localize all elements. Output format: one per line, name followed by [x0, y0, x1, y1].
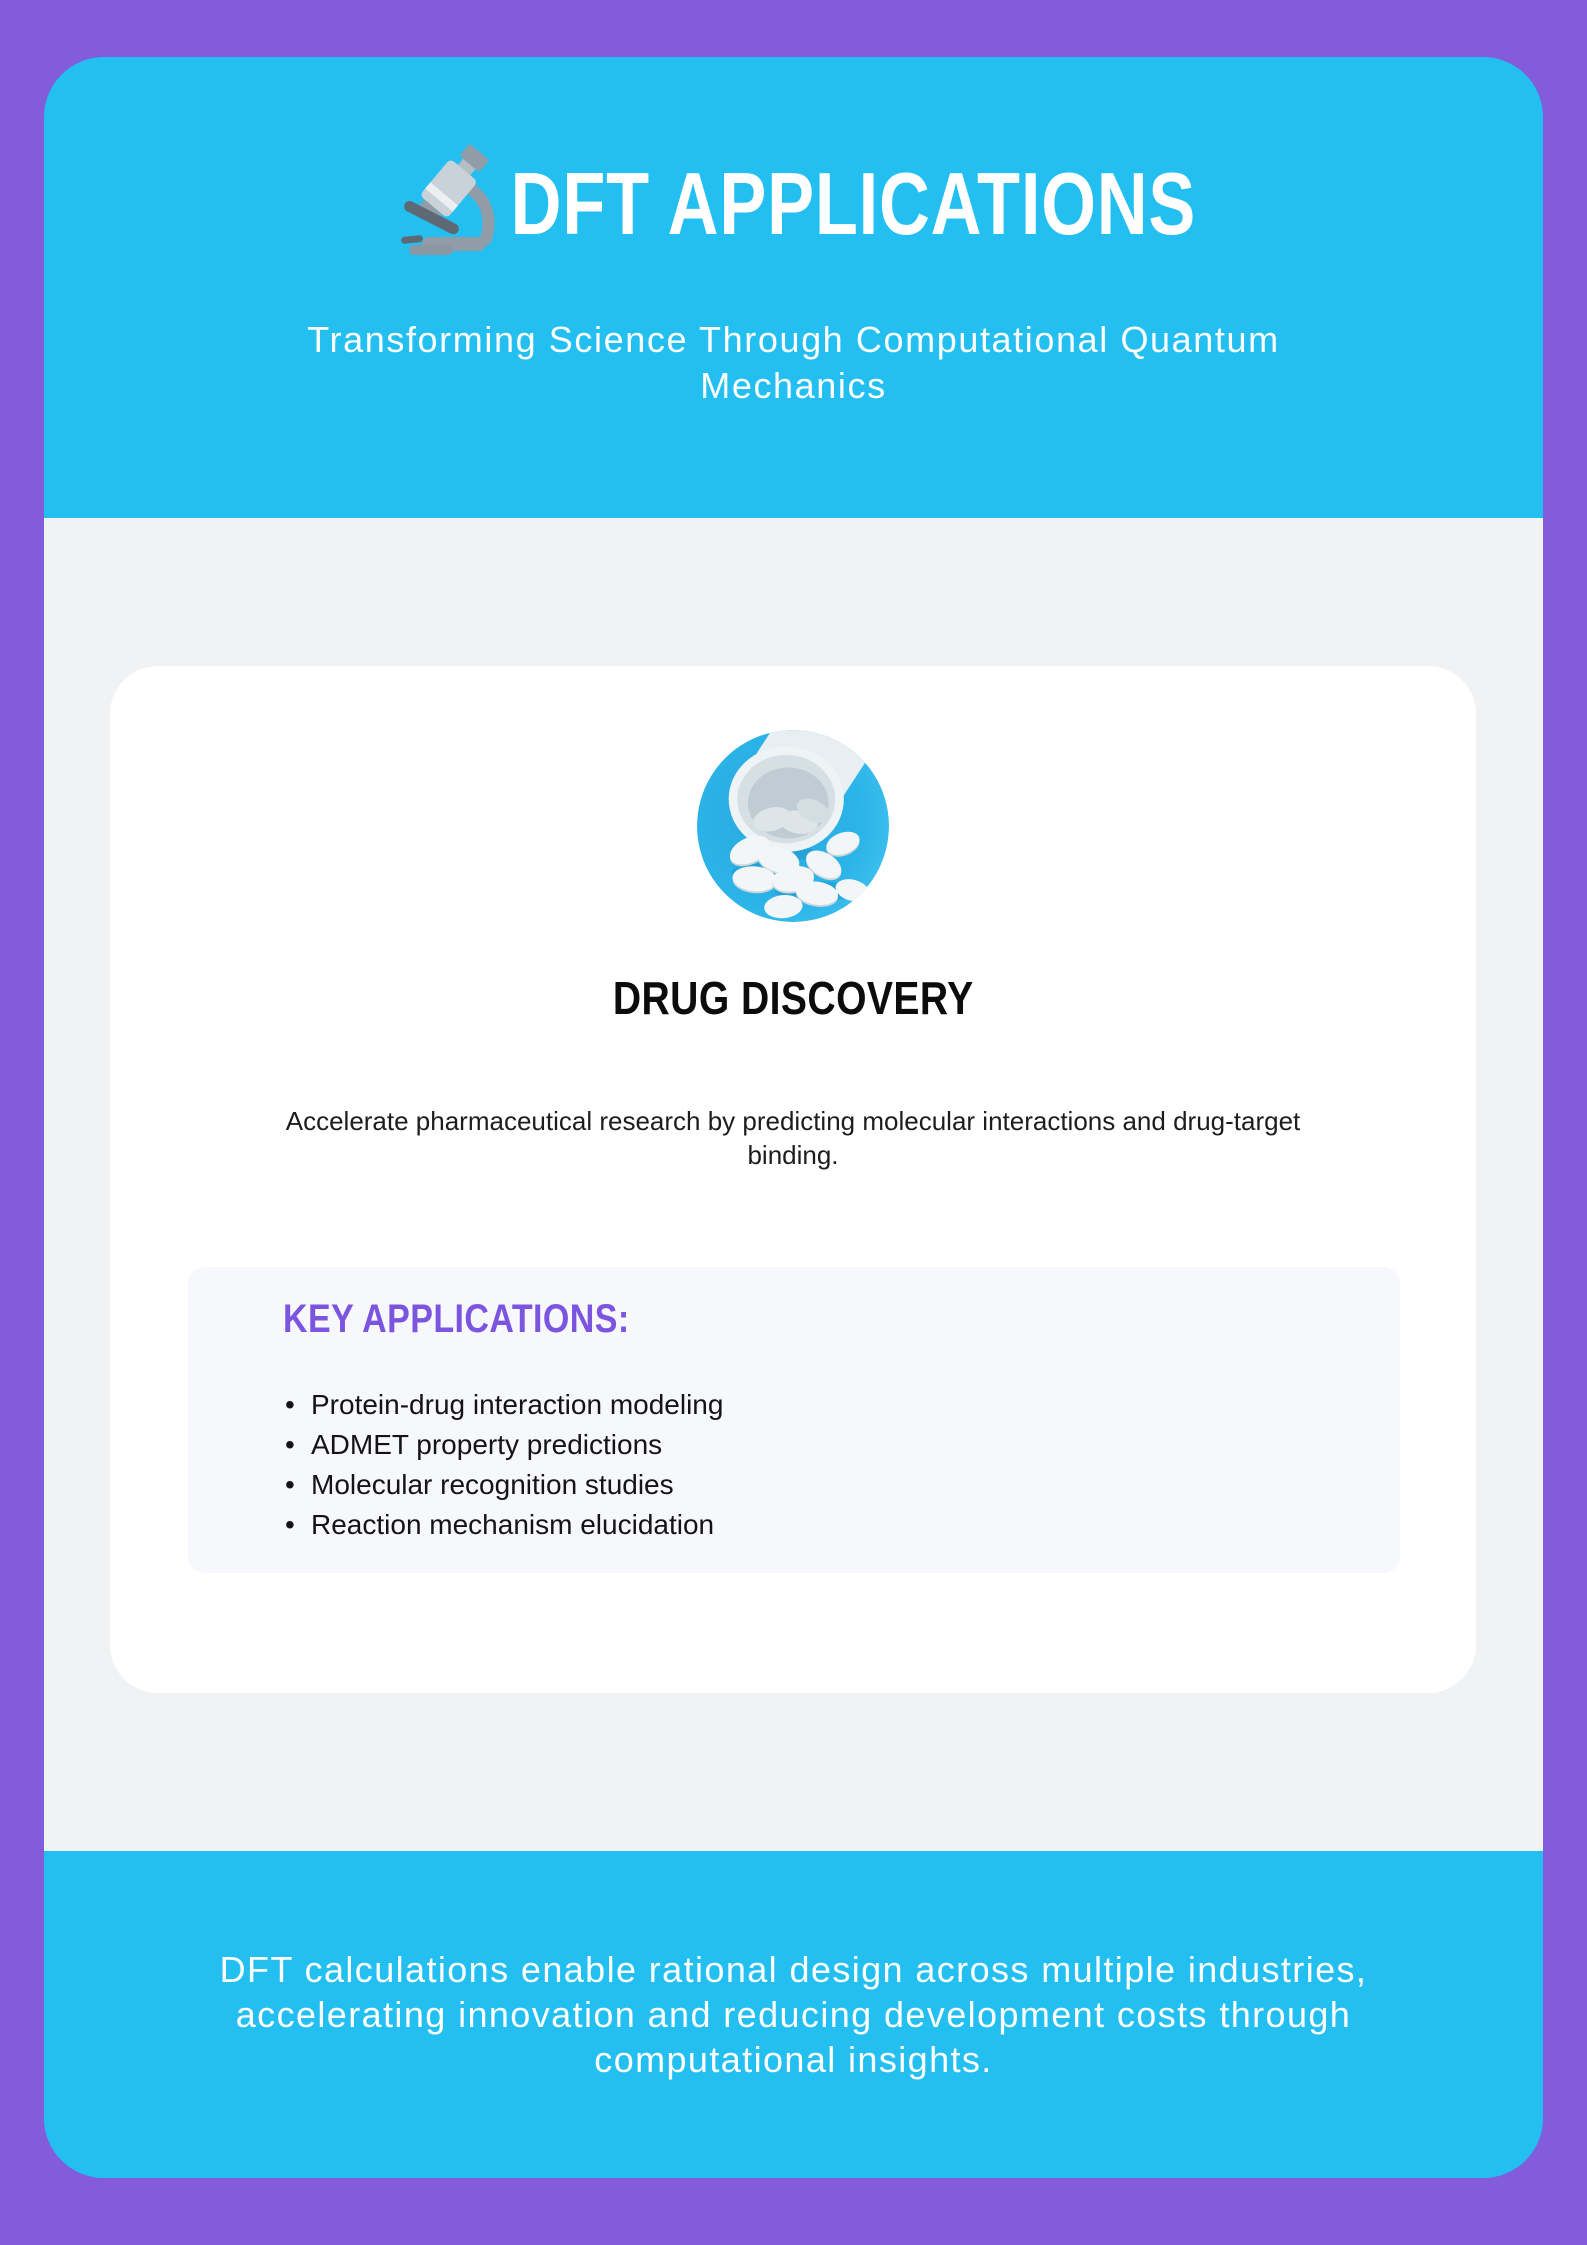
list-item: • ADMET property predictions	[283, 1425, 1400, 1465]
poster-panel	[44, 57, 1543, 2178]
card-title	[110, 971, 1476, 1025]
microscope-icon	[397, 149, 507, 259]
list-item: • Reaction mechanism elucidation	[283, 1505, 1400, 1545]
pill-bottle-image	[697, 730, 889, 922]
list-item: • Molecular recognition studies	[283, 1465, 1400, 1505]
list-item: • Protein-drug interaction modeling	[283, 1385, 1400, 1425]
header	[44, 57, 1543, 518]
key-applications-heading: KEY APPLICATIONS:	[283, 1297, 630, 1341]
footer-text: DFT calculations enable rational design across multiple industries, accelerating innovation and reducing development costs through computational insights.	[219, 1949, 1368, 2080]
card-description: Accelerate pharmaceutical research by predicting molecular interactions and drug-target binding.	[285, 1106, 1301, 1170]
key-applications-box	[188, 1267, 1400, 1573]
page-title: DFT APPLICATIONS	[510, 154, 1197, 253]
drug-discovery-card	[110, 666, 1476, 1693]
footer	[44, 1851, 1543, 2178]
page-subtitle: Transforming Science Through Computational Quantum Mechanics	[307, 319, 1280, 406]
content-section	[44, 518, 1543, 1851]
title-row	[397, 149, 1197, 259]
key-applications-list	[283, 1385, 1400, 1545]
card-title-text: DRUG DISCOVERY	[612, 972, 974, 1024]
